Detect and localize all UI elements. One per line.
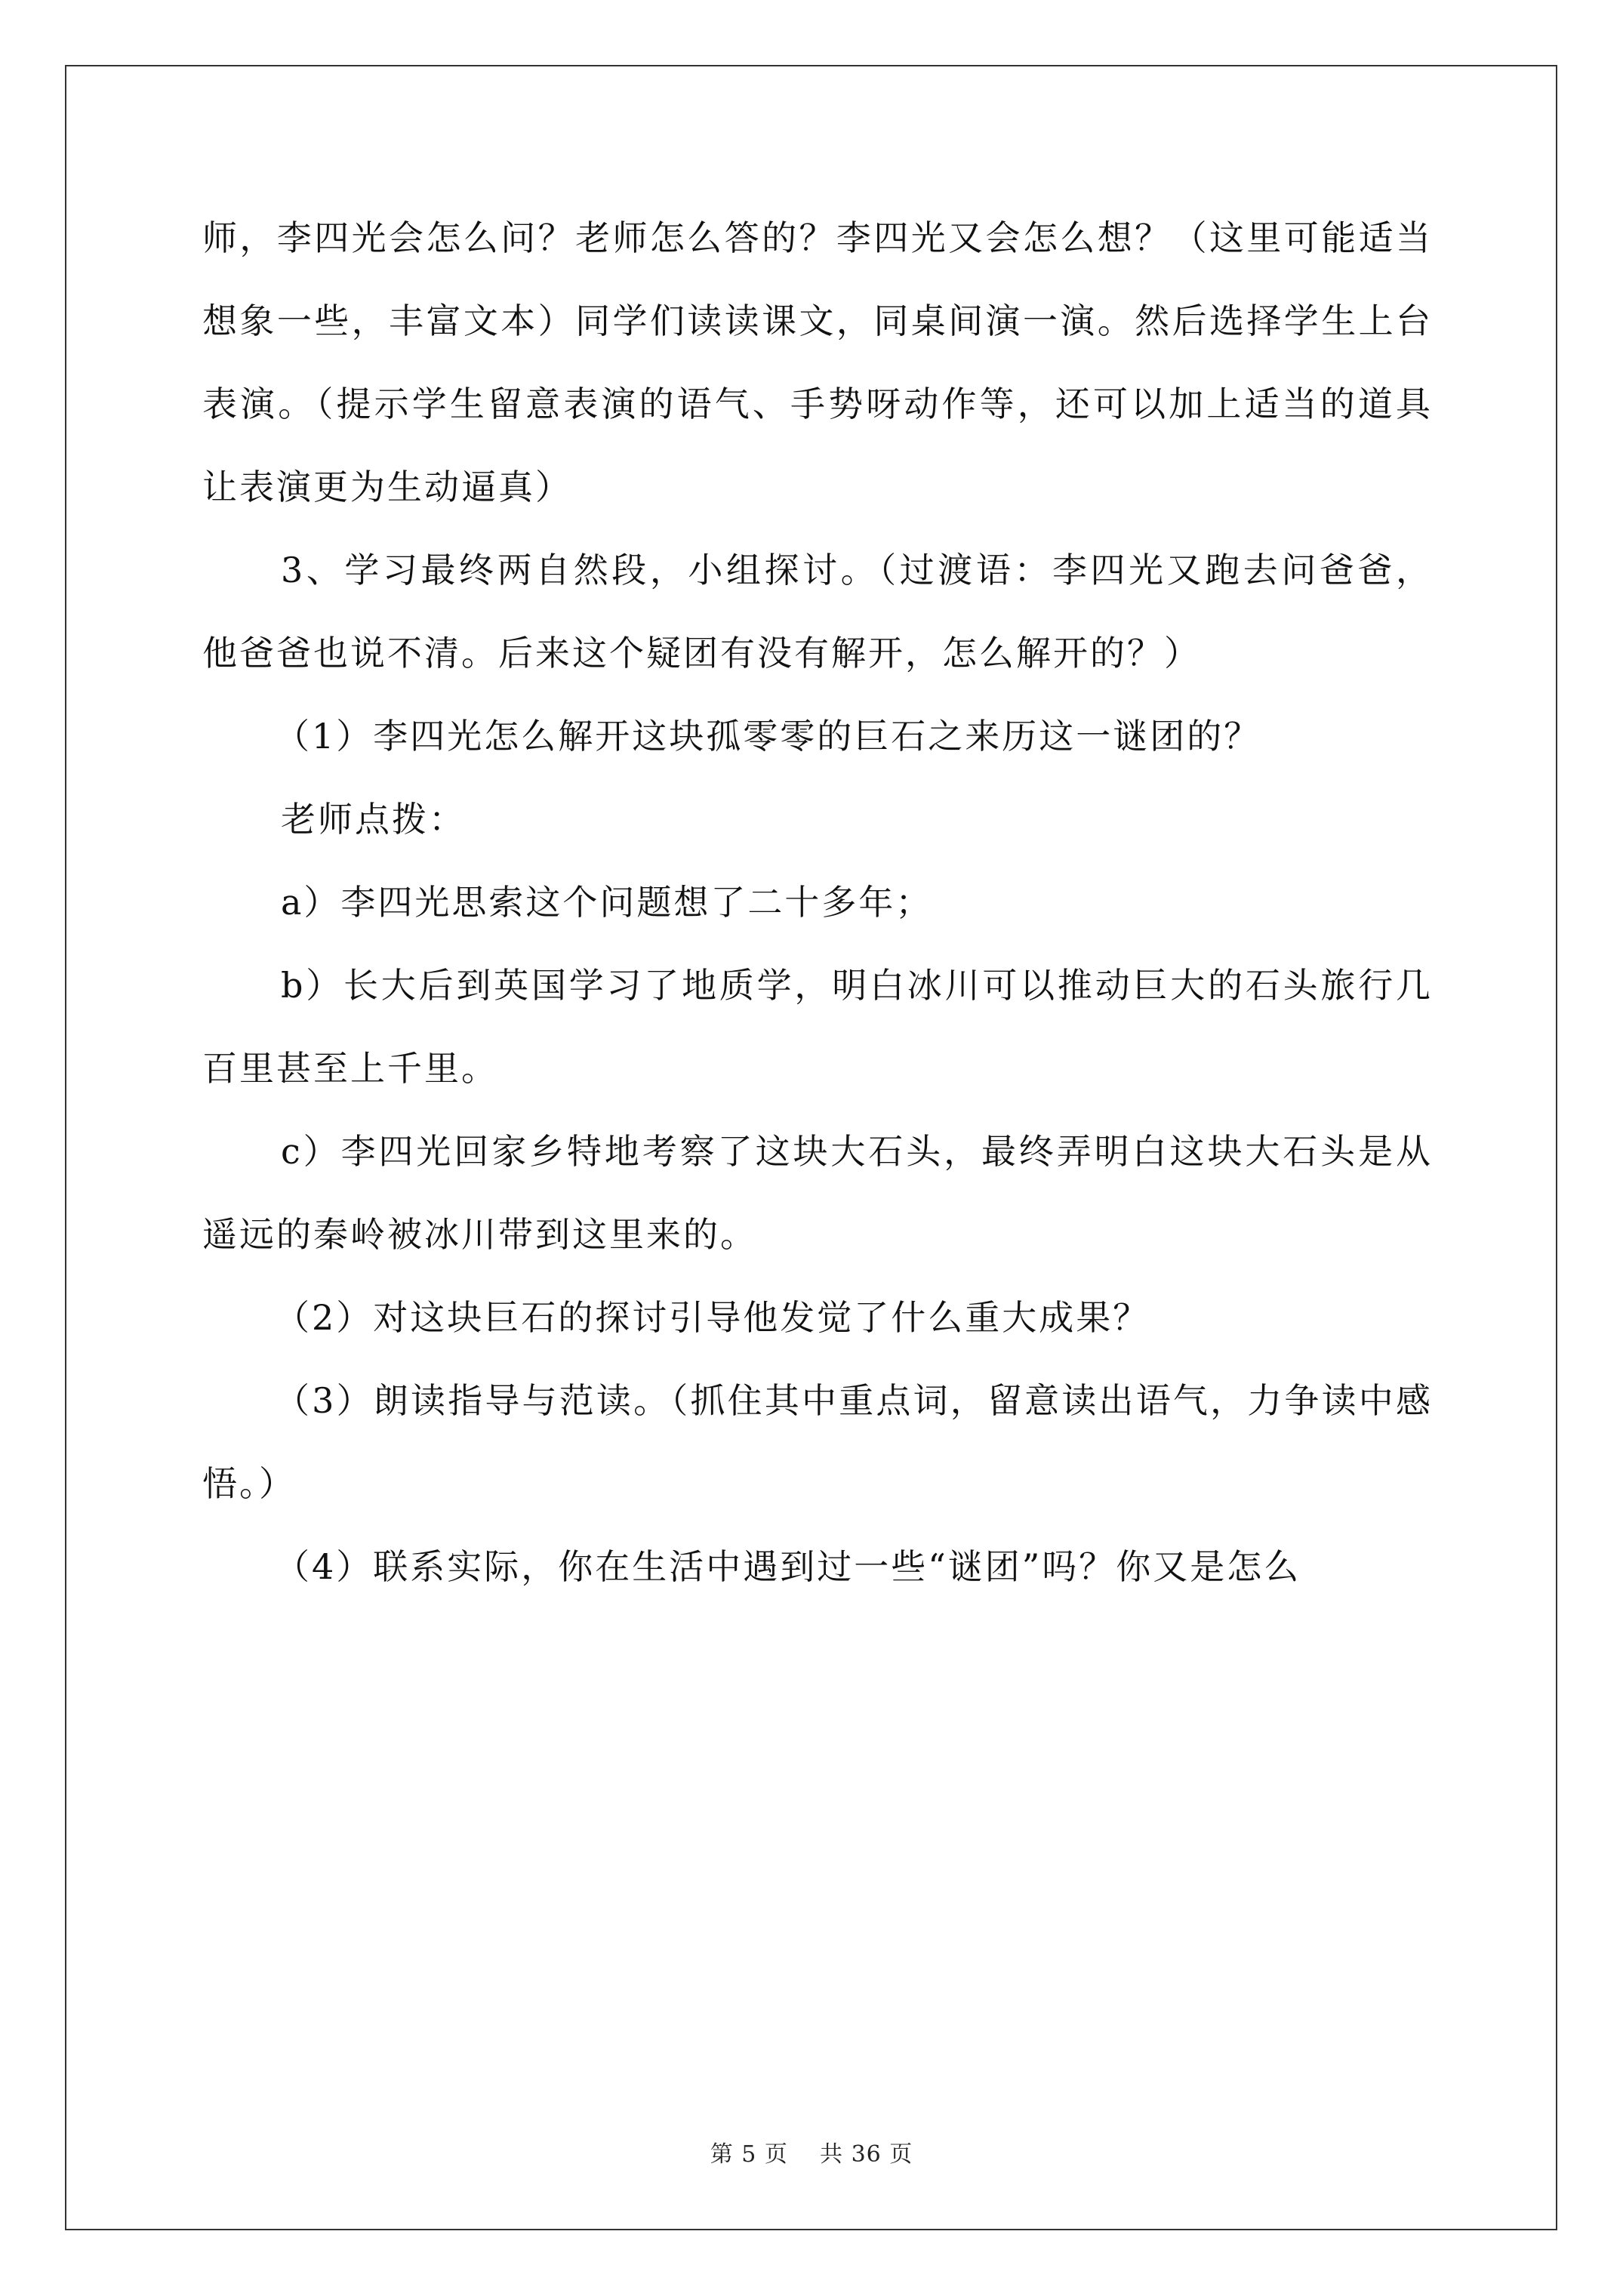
paragraph-10: （4）联系实际，你在生活中遇到过一些“谜团”吗？你又是怎么 (275, 1546, 1301, 1587)
paragraph-3: （1）李四光怎么解开这块孤零零的巨石之来历这一谜团的？ (275, 716, 1261, 757)
paragraph-6: b）长大后到英国学习了地质学，明白冰川可以推动巨大的石头旅行几百里甚至上千里。 (202, 965, 1433, 1089)
paragraph-2: 3、学习最终两自然段，小组探讨。（过渡语：李四光又跑去问爸爸，他爸爸也说不清。后来这个疑团有没有解开，怎么解开的？） (202, 550, 1433, 673)
page-number: 第 5 页 (710, 2141, 788, 2168)
paragraph-4: 老师点拨： (281, 799, 466, 840)
paragraph-9: （3）朗读指导与范读。（抓住其中重点词，留意读出语气，力争读中感悟。） (202, 1380, 1433, 1504)
page-footer (0, 2135, 1623, 2168)
document-body (202, 196, 1433, 1608)
paragraph-7: c）李四光回家乡特地考察了这块大石头，最终弄明白这块大石头是从遥远的秦岭被冰川带到这里来的。 (202, 1131, 1433, 1255)
paragraph-1: 师，李四光会怎么问？老师怎么答的？李四光又会怎么想？（这里可能适当想象一些，丰富文本）同学们读读课文，同桌间演一演。然后选择学生上台表演。（提示学生留意表演的语气、手势呀动作等，还可以加上适当的道具让表演更为生动逼真） (202, 217, 1433, 507)
paragraph-8: （2）对这块巨石的探讨引导他发觉了什么重大成果？ (275, 1297, 1150, 1338)
paragraph-5: a）李四光思索这个问题想了二十多年； (281, 882, 933, 923)
page-total: 共 36 页 (820, 2141, 913, 2168)
